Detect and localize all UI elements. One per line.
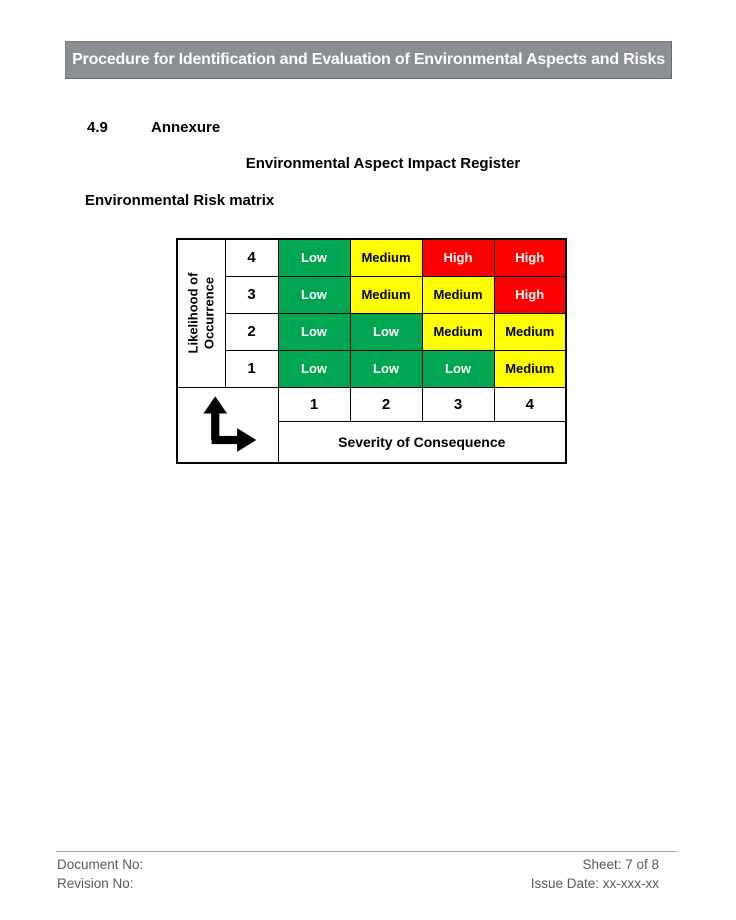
risk-cell: Medium <box>350 276 422 313</box>
sheet-label: Sheet: 7 of 8 <box>582 857 659 872</box>
section-title: Annexure <box>151 119 221 136</box>
likelihood-level-2: 2 <box>225 313 278 350</box>
matrix-row <box>177 276 566 313</box>
risk-cell: High <box>494 239 566 276</box>
risk-cell: Low <box>350 313 422 350</box>
risk-cell: High <box>494 276 566 313</box>
likelihood-level-1: 1 <box>225 350 278 387</box>
issue-date-label: Issue Date: xx-xxx-xx <box>530 876 659 891</box>
severity-axis-label: Severity of Consequence <box>278 421 566 463</box>
footer-right <box>531 855 659 893</box>
matrix-heading: Environmental Risk matrix <box>85 192 275 209</box>
risk-cell: Low <box>278 276 350 313</box>
revision-no-label: Revision No: <box>57 876 134 891</box>
likelihood-axis-cell <box>177 239 225 387</box>
severity-number-row <box>177 387 566 421</box>
matrix-row <box>177 313 566 350</box>
axes-arrow-cell <box>177 387 278 463</box>
axes-arrow-icon <box>178 396 278 453</box>
severity-level-1: 1 <box>278 387 350 421</box>
risk-cell: Medium <box>494 313 566 350</box>
risk-matrix-table <box>176 238 567 464</box>
risk-cell: Low <box>278 350 350 387</box>
footer-left <box>57 855 143 893</box>
matrix-row <box>177 350 566 387</box>
header-banner <box>65 41 672 79</box>
risk-cell: High <box>422 239 494 276</box>
risk-cell: Low <box>350 350 422 387</box>
footer-divider <box>56 851 677 852</box>
severity-level-4: 4 <box>494 387 566 421</box>
likelihood-axis-label: Likelihood of Occurrence <box>185 272 217 354</box>
risk-cell: Medium <box>350 239 422 276</box>
matrix-row <box>177 239 566 276</box>
risk-cell: Low <box>422 350 494 387</box>
section-number: 4.9 <box>87 119 108 136</box>
severity-level-2: 2 <box>350 387 422 421</box>
document-no-label: Document No: <box>57 857 144 872</box>
register-title: Environmental Aspect Impact Register <box>245 155 521 172</box>
risk-cell: Medium <box>422 313 494 350</box>
risk-cell: Medium <box>422 276 494 313</box>
risk-cell: Low <box>278 313 350 350</box>
header-banner-title: Procedure for Identification and Evaluation of Environmental Aspects and Risks <box>72 51 665 68</box>
risk-cell: Medium <box>494 350 566 387</box>
severity-level-3: 3 <box>422 387 494 421</box>
risk-cell: Low <box>278 239 350 276</box>
likelihood-level-3: 3 <box>225 276 278 313</box>
likelihood-level-4: 4 <box>225 239 278 276</box>
